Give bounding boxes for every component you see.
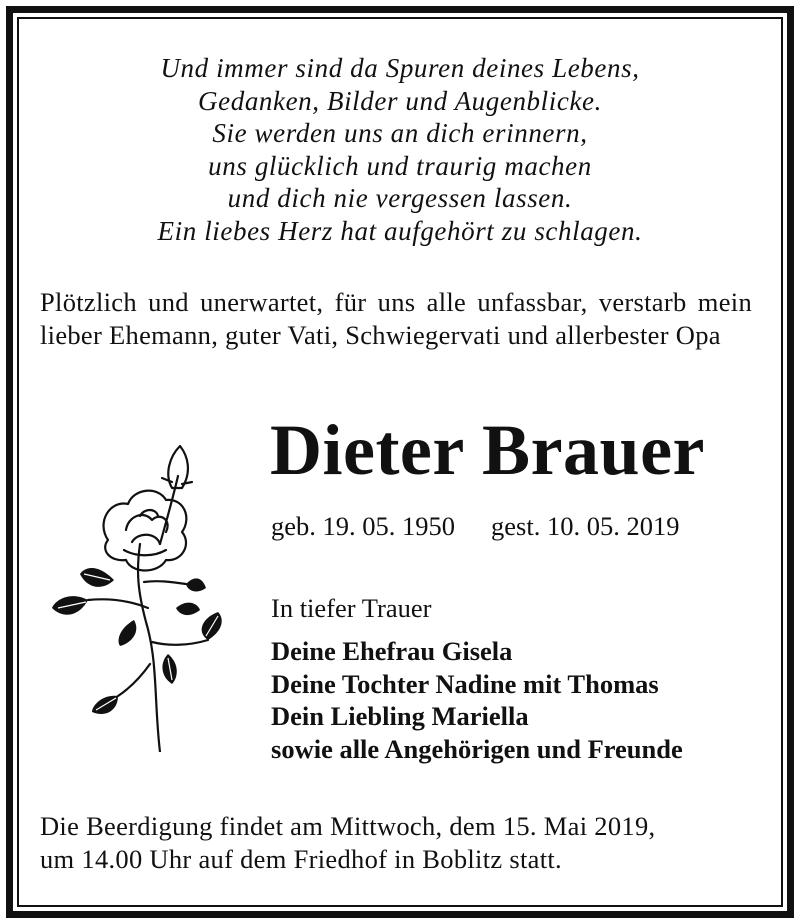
funeral-line: um 14.00 Uhr auf dem Friedhof in Boblitz statt. (40, 843, 562, 874)
poem-line: Ein liebes Herz hat aufgehört zu schlagen. (157, 215, 643, 246)
funeral-info (40, 810, 760, 875)
deceased-name: Dieter Brauer (270, 410, 705, 490)
poem-line: und dich nie vergessen lassen. (227, 183, 573, 213)
mourner: sowie alle Angehörigen und Freunde (271, 733, 683, 764)
mourner: Dein Liebling Mariella (271, 701, 529, 731)
mourning-heading: In tiefer Trauer (271, 593, 432, 623)
poem-line: uns glücklich und traurig machen (208, 150, 592, 181)
life-dates (271, 510, 679, 542)
birth-date: geb. 19. 05. 1950 (271, 511, 456, 541)
poem (40, 52, 760, 247)
mourners-list (271, 635, 683, 765)
poem-line: Sie werden uns an dich erinnern, (212, 118, 588, 148)
poem-line: Gedanken, Bilder und Augenblicke. (198, 85, 602, 116)
mourner: Deine Tochter Nadine mit Thomas (271, 668, 659, 699)
poem-line: Und immer sind da Spuren deines Lebens, (160, 53, 640, 83)
death-date: gest. 10. 05. 2019 (491, 511, 680, 541)
announcement-text: Plötzlich und unerwartet, für uns alle unfassbar, verstarb mein lieber Ehemann, guter Vati, Schwiegervati und allerbester Opa (40, 287, 752, 350)
mourner: Deine Ehefrau Gisela (271, 636, 513, 666)
funeral-line: Die Beerdigung findet am Mittwoch, dem 15. Mai 2019, (40, 811, 656, 841)
rose-icon (48, 432, 228, 752)
